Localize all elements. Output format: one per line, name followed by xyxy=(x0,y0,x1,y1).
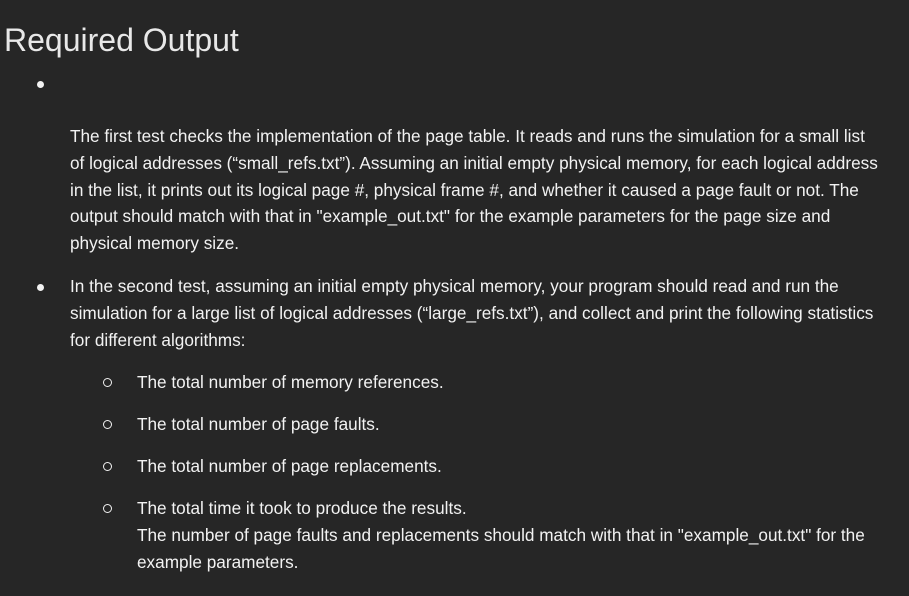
sub-bullet-marker xyxy=(103,504,112,513)
sub-item-note: The number of page faults and replacements should match with that in "example_out.txt" for the example parameters. xyxy=(137,525,865,572)
second-test-paragraph: In the second test, assuming an initial empty physical memory, your program should read and run the simulation for a large list of logical addresses (“large_refs.txt”), and collect and print the following statistics for different algorithms: xyxy=(70,276,874,350)
sub-item-page-replacements: The total number of page replacements. xyxy=(137,456,442,476)
sub-item-memory-references: The total number of memory references. xyxy=(137,372,444,392)
sub-bullet-marker xyxy=(103,378,112,387)
sub-item-total-time: The total time it took to produce the results. xyxy=(137,498,467,518)
sub-bullet-marker xyxy=(103,420,112,429)
page-title: Required Output xyxy=(4,22,239,58)
bullet-marker-second-test xyxy=(37,284,44,291)
sub-bullet-marker xyxy=(103,462,112,471)
first-test-paragraph: The first test checks the implementation of the page table. It reads and runs the simulation for a small list of logical addresses (“small_refs.txt”). Assuming an initial empty physical memory, for each logical address in the list, it prints out its logical page #, physical frame #, and whether it caused a page fault or not. The output should match with that in "example_out.txt" for the example parameters for the page size and physical memory size. xyxy=(70,126,878,254)
sub-item-page-faults: The total number of page faults. xyxy=(137,414,380,434)
bullet-marker-empty xyxy=(37,81,44,88)
